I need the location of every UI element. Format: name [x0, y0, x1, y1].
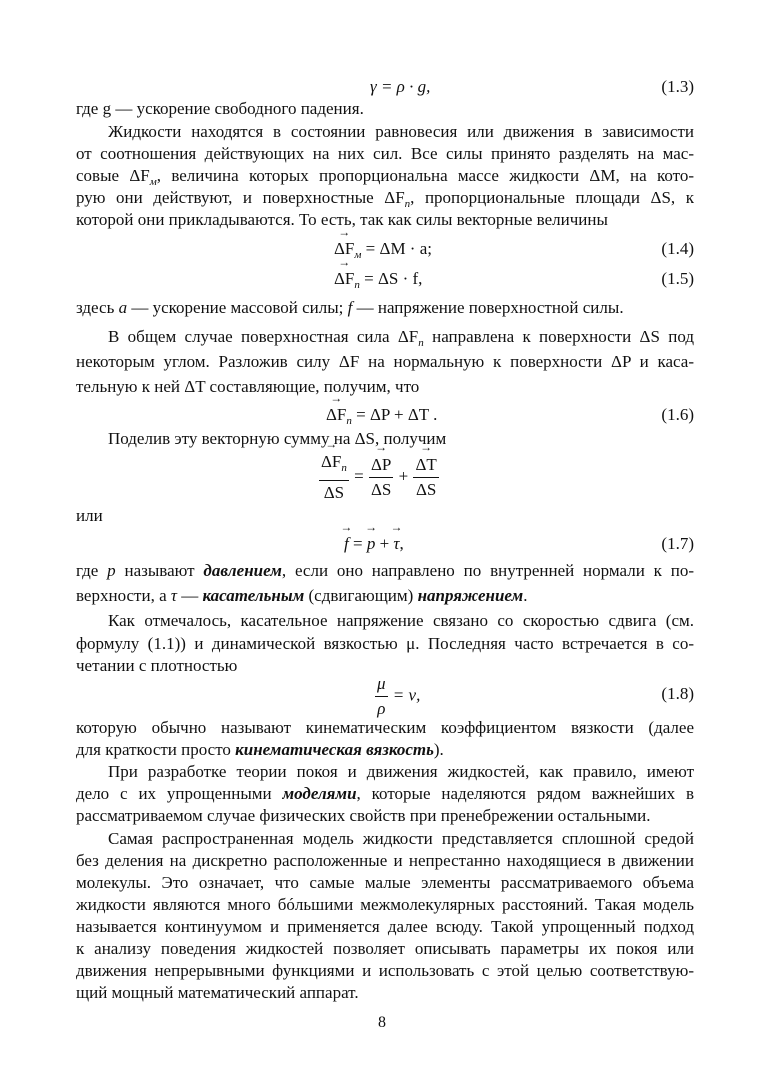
- vector-term: → f: [348, 297, 353, 319]
- fraction: [319, 450, 349, 505]
- text-span: В общем случае поверхностная сила ΔF: [108, 327, 419, 346]
- equation-text: = ΔS · f,: [359, 269, 423, 288]
- page-number: 8: [378, 1014, 386, 1031]
- emphasis: моделями: [282, 784, 357, 803]
- subscript: п: [341, 462, 347, 474]
- vector-term: → τ: [393, 533, 399, 555]
- equation-1-5: [334, 268, 422, 296]
- equation-text: + ΔT: [389, 405, 429, 424]
- vector-term: → ΔF: [334, 268, 354, 290]
- vector-term: → ΔT: [415, 453, 436, 477]
- equation-number: (1.4): [661, 239, 694, 258]
- equation-number: (1.7): [661, 534, 694, 553]
- fraction-equation: [318, 450, 440, 505]
- text-span: —: [176, 586, 203, 605]
- equation-text: .: [428, 405, 438, 424]
- equals-sign: =: [354, 466, 364, 486]
- subscript: п: [354, 279, 360, 291]
- text-span: для краткости просто: [76, 740, 236, 759]
- subscript: п: [346, 415, 352, 427]
- text-span: дело с их упрощенными: [76, 784, 283, 803]
- paragraph-line: Поделив эту векторную сумму на ΔS, получим: [108, 429, 447, 448]
- paragraph-line: где g — ускорение свободного падения.: [76, 99, 364, 118]
- plus-sign: +: [398, 466, 409, 486]
- text-span: , если оно направлено по внутренней нормали к по-: [281, 561, 694, 580]
- numerator: [369, 453, 393, 478]
- text-span: рую они действуют, и поверхностные ΔF: [76, 188, 405, 207]
- paragraph-line: или: [76, 506, 103, 525]
- vector-term: → f: [344, 533, 349, 555]
- text-span: , которые наделяются рядом важнейших в: [356, 784, 694, 803]
- paragraph-line: [76, 739, 694, 761]
- paragraph-line: называется континуумом и применяется далее всюду. Такой упрощенный подход: [76, 917, 694, 936]
- text-span: тельную к ней ΔT: [76, 377, 206, 396]
- text-span: совые ΔF: [76, 166, 150, 185]
- paragraph-line: При разработке теории покоя и движения жидкостей, как правило, имеют: [108, 762, 694, 781]
- equation-1-7: [344, 533, 404, 555]
- text-span: где: [76, 561, 108, 580]
- subscript: м: [149, 176, 157, 187]
- paragraph-line: [108, 326, 694, 348]
- paragraph-line: движения непрерывными функциями и использовать с этой целью соответствую-: [76, 961, 694, 980]
- denominator: ΔS: [370, 480, 392, 499]
- equation-text: ,: [399, 534, 404, 553]
- text-span: направлена к поверхности ΔS под: [423, 327, 694, 346]
- plus-sign: +: [375, 534, 394, 553]
- text-span: составляющие, получим, что: [205, 377, 420, 396]
- vector-term: → ΔP: [371, 453, 391, 477]
- fraction: [413, 453, 438, 502]
- subscript: п: [418, 337, 424, 348]
- numerator: μ: [375, 672, 388, 697]
- numerator: [319, 450, 349, 481]
- vector-term: → ΔF: [334, 238, 354, 260]
- equation-number: (1.5): [661, 269, 694, 288]
- emphasis: напряжением: [417, 586, 524, 605]
- equals-sign: =: [348, 534, 367, 553]
- paragraph-line: [76, 187, 694, 209]
- text-span: некоторым углом. Разложив силу ΔF: [76, 352, 360, 371]
- emphasis: давлением: [203, 561, 282, 580]
- paragraph-line: [76, 585, 694, 607]
- paragraph-line: рассматриваемом случае физических свойств при пренебрежении остальными.: [76, 806, 651, 825]
- paragraph-line: четании с плотностью: [76, 656, 238, 675]
- paragraph-line: без деления на дискретно расположенные и непрестанно находящиеся в движении: [76, 851, 694, 870]
- paragraph-line: формулу (1.1)) и динамической вязкостью μ. Последняя часто встречается в со-: [76, 634, 694, 653]
- equation-text: γ = ρ · g,: [370, 77, 431, 96]
- equation-number: (1.6): [661, 405, 694, 424]
- vector-term: → ΔF: [321, 450, 341, 474]
- paragraph-line: [76, 297, 694, 319]
- paragraph-line: Жидкости находятся в состоянии равновесия или движения в зависимости: [108, 122, 694, 141]
- text-span: .: [523, 586, 528, 605]
- equation-1-3: [370, 76, 430, 98]
- paragraph-line: Самая распространенная модель жидкости представляется сплошной средой: [108, 829, 694, 848]
- numerator: [413, 453, 438, 478]
- vector-term: → p: [107, 560, 116, 582]
- paragraph-line: Как отмечалось, касательное напряжение связано со скоростью сдвига (см.: [108, 611, 694, 630]
- equation-text: = ΔM · a;: [361, 239, 432, 258]
- vector-term: → a: [119, 297, 128, 319]
- vector-term: → τ: [171, 585, 177, 607]
- text-span: здесь: [76, 298, 119, 317]
- emphasis: касательным: [202, 586, 305, 605]
- denominator: ρ: [377, 699, 386, 718]
- subscript: п: [404, 198, 411, 209]
- fraction: [369, 453, 393, 502]
- text-span: называют: [115, 561, 204, 580]
- text-span: на нормальную к поверхности ΔP: [359, 352, 631, 371]
- text-span: ).: [433, 740, 444, 759]
- equation-number: (1.8): [661, 684, 694, 703]
- text-span: — напряжение поверхностной силы.: [352, 298, 624, 317]
- text-span: , величина которых пропорциональна массе жидкости ΔM, на кото-: [156, 166, 694, 185]
- equation-text: = ν,: [388, 685, 421, 705]
- paragraph-line: которой они прикладываются. То есть, так как силы векторные величины: [76, 210, 608, 229]
- paragraph-line: щий мощный математический аппарат.: [76, 983, 359, 1002]
- paragraph-line: от соотношения действующих на них сил. Все силы принято разделять на мас-: [76, 144, 694, 163]
- vector-term: → ΔF: [326, 404, 346, 426]
- denominator: ΔS: [415, 480, 437, 499]
- paragraph-line: [76, 351, 694, 373]
- paragraph-line: [76, 376, 694, 398]
- text-span: и каса-: [630, 352, 694, 371]
- emphasis: кинематическая вязкость: [235, 740, 434, 759]
- text-span: , пропорциональные площади ΔS, к: [410, 188, 694, 207]
- paragraph-line: жидкости являются много бóльшими межмолекулярных расстояний. Такая модель: [76, 895, 694, 914]
- text-span: — ускорение массовой силы;: [127, 298, 348, 317]
- paragraph-line: [76, 783, 694, 805]
- subscript: м: [354, 249, 362, 261]
- paragraph-line: молекулы. Это означает, что самые малые элементы рассматриваемого объема: [76, 873, 694, 892]
- equation-text: = ΔP: [351, 405, 390, 424]
- denominator: ΔS: [323, 483, 345, 502]
- equation-number: (1.3): [661, 77, 694, 96]
- paragraph-line: к анализу поведения жидкостей позволяет описывать параметры их покоя или: [76, 939, 694, 958]
- fraction: [375, 672, 388, 721]
- text-span: верхности, а: [76, 586, 171, 605]
- vector-term: → p: [367, 533, 376, 555]
- equation-1-8: [374, 672, 420, 721]
- text-span: (сдвигающим): [304, 586, 418, 605]
- paragraph-line: [76, 165, 694, 187]
- paragraph-line: [76, 560, 694, 582]
- paragraph-line: которую обычно называют кинематическим коэффициентом вязкости (далее: [76, 718, 694, 737]
